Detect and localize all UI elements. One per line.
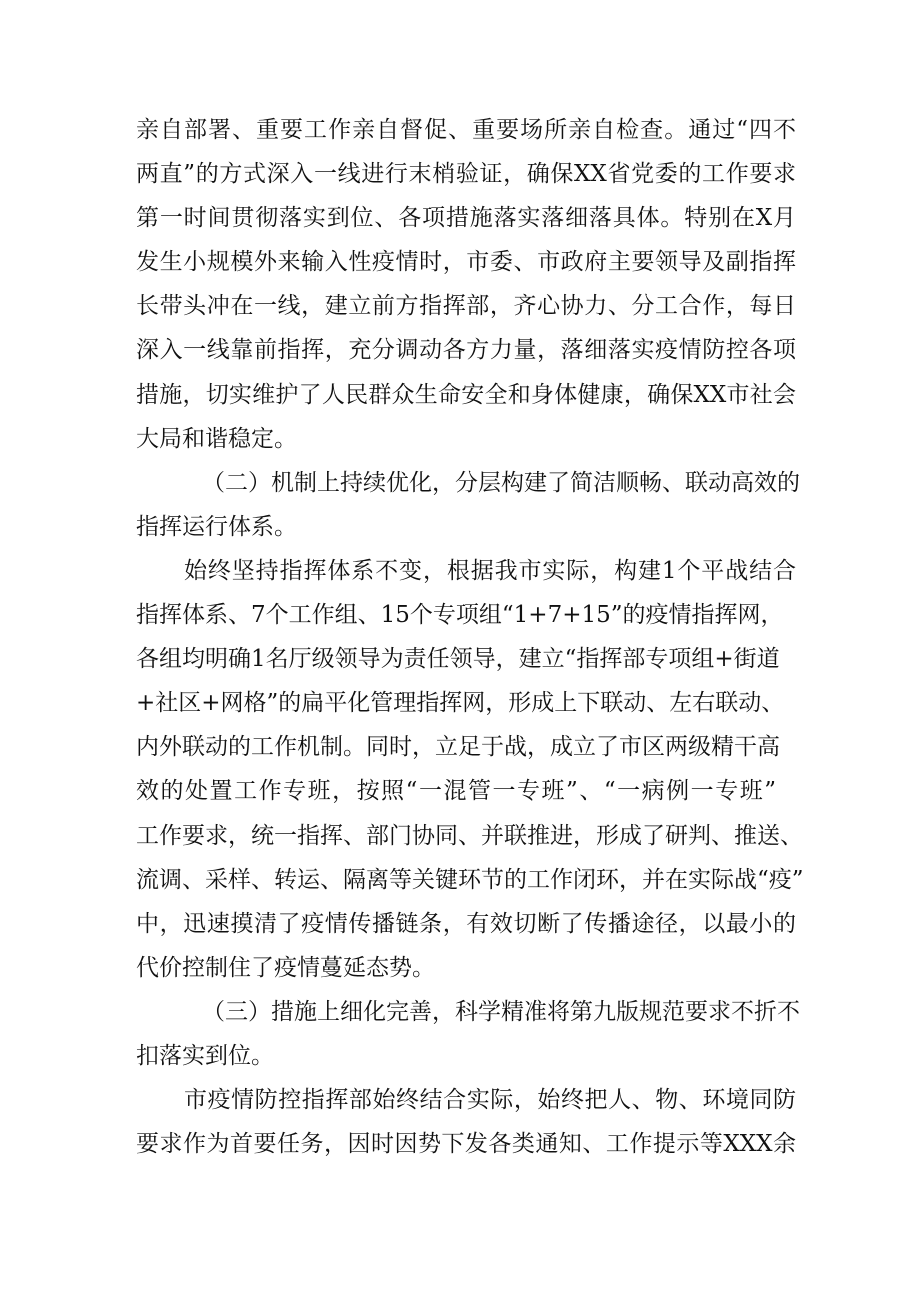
paragraph-line: 代价控制住了疫情蔓延态势。 xyxy=(136,954,435,981)
paragraph-line: 市疫情防控指挥部始终结合实际，始终把人、物、环境同防 xyxy=(184,1087,796,1114)
paragraph-line: 发生小规模外来输入性疫情时，市委、市政府主要领导及副指挥 xyxy=(136,249,796,276)
paragraph-line: 亲自部署、重要工作亲自督促、重要场所亲自检查。通过“四不 xyxy=(136,117,796,143)
paragraph-line: 中，迅速摸清了疫情传播链条，有效切断了传播途径，以最小的 xyxy=(136,910,796,937)
section-heading-line: 扣落实到位。 xyxy=(136,1042,274,1069)
paragraph-line: 效的处置工作专班，按照“一混管一专班”、“一病例一专班” xyxy=(136,778,776,805)
paragraph-line: 措施，切实维护了人民群众生命安全和身体健康，确保XX市社会 xyxy=(136,381,796,408)
paragraph-line: 始终坚持指挥体系不变，根据我市实际，构建1个平战结合 xyxy=(184,557,796,584)
paragraph-line: 大局和谐稳定。 xyxy=(136,425,297,452)
paragraph-line: 各组均明确1名厅级领导为责任领导，建立“指挥部专项组+街道 xyxy=(136,646,780,673)
paragraph-line: 长带头冲在一线，建立前方指挥部，齐心协力、分工合作，每日 xyxy=(136,293,796,320)
paragraph-line: 要求作为首要任务，因时因势下发各类通知、工作提示等XXX余 xyxy=(136,1131,796,1158)
paragraph-line: 指挥体系、7个工作组、15个专项组“1+7+15”的疫情指挥网， xyxy=(136,602,784,629)
paragraph-line: 流调、采样、转运、隔离等关键环节的工作闭环，并在实际战“疫” xyxy=(136,866,804,893)
paragraph-line: 深入一线靠前指挥，充分调动各方力量，落细落实疫情防控各项 xyxy=(136,337,796,364)
paragraph-line: 工作要求，统一指挥、部门协同、并联推进，形成了研判、推送、 xyxy=(136,822,803,849)
section-heading-line: （三）措施上细化完善，科学精准将第九版规范要求不折不 xyxy=(202,998,800,1025)
paragraph-line: 两直”的方式深入一线进行末梢验证，确保XX省党委的工作要求 xyxy=(136,161,796,188)
paragraph-line: 第一时间贯彻落实到位、各项措施落实落细落具体。特别在X月 xyxy=(136,205,796,232)
paragraph-line: 内外联动的工作机制。同时，立足于战，成立了市区两级精干高 xyxy=(136,734,780,761)
document-body xyxy=(136,108,804,1166)
section-heading-line: 指挥运行体系。 xyxy=(136,513,297,540)
section-heading-line: （二）机制上持续优化，分层构建了简洁顺畅、联动高效的 xyxy=(202,469,800,496)
paragraph-line: +社区+网格”的扁平化管理指挥网，形成上下联动、左右联动、 xyxy=(136,690,785,717)
